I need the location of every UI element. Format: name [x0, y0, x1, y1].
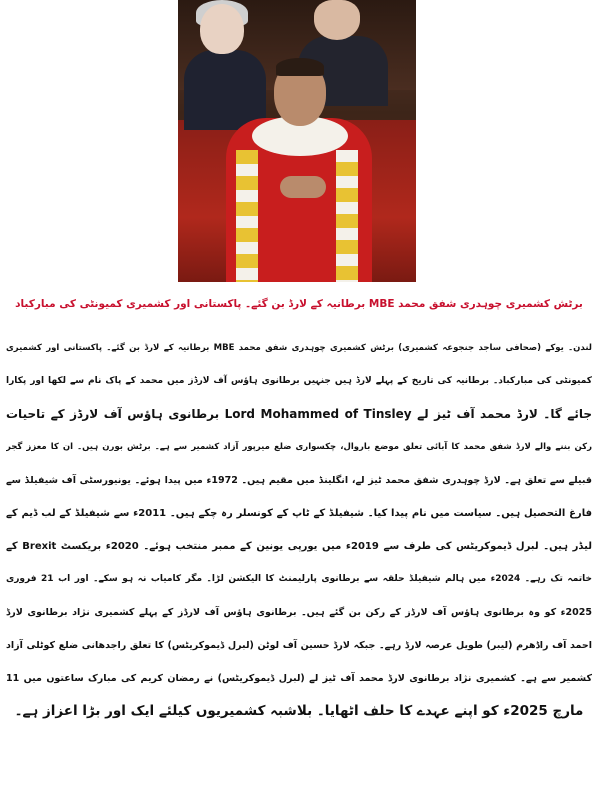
article-line: احمد آف راڈھرم (لیبر) طویل عرصہ لارڈ رہے۔ جبکہ لارڈ حسین آف لوٹن (لبرل ڈیموکریٹس) کا تعلق راجدھانی ضلع کوٹلی آزاد: [6, 640, 592, 651]
article-line: کشمیر سے ہے۔ کشمیری نژاد برطانوی لارڈ محمد آف ٹیز لے (لبرل ڈیموکریٹس) نے رمضان کریم کی مبارک ساعتوں میں 11: [6, 673, 592, 684]
seated-person-left: [184, 50, 266, 130]
article-line: 2025ء کو وہ برطانوی ہاؤس آف لارڈز کے رکن بن گئے ہیں۔ برطانوی ہاؤس آف لارڈز کے پہلے کشمیری نژاد برطانوی لارڈ: [6, 607, 592, 618]
article-line: لیڈر ہیں۔ لبرل ڈیموکریٹس کی طرف سے 2019ء میں یورپی یونین کے ممبر منتخب ہوئے۔ 2020ء بریکسٹ Brexit کے: [6, 541, 592, 552]
seated-person-left-face: [200, 4, 244, 54]
article-line: فارغ التحصیل ہیں۔ سیاست میں نام پیدا کیا۔ شیفیلڈ کے ٹاپ کے کونسلر رہ چکے ہیں۔ 2011ء سے شیفیلڈ کے لب ڈیم کے: [6, 508, 592, 519]
article-line: لندن۔ یوکے (صحافی ساجد جنجوعہ کشمیری) برٹش کشمیری چوہدری شفق محمد MBE برطانیہ کے لارڈ بن گئے۔ پاکستانی اور کشمیری: [6, 343, 592, 353]
lord-hair: [276, 58, 324, 76]
article-line: مارچ 2025ء کو اپنے عہدے کا حلف اٹھایا۔ بلاشبہ کشمیریوں کیلئے ایک اور بڑا اعزاز ہے۔: [14, 703, 584, 719]
robe-stripe-right: [336, 150, 358, 282]
article-line: کمیونٹی کی مبارکباد۔ برطانیہ کی تاریخ کے پہلے لارڈ ہیں جنہیں برطانوی ہاؤس آف لارڈز میں محمد کے پاک نام سے لکھا اور پکارا: [6, 376, 592, 386]
robe-stripe-left: [236, 150, 258, 282]
article-line: خاتمہ تک رہے۔ 2024ء میں ہالم شیفیلڈ حلقہ سے برطانوی پارلیمنٹ کا الیکشن لڑا۔ مگر کامیاب نہ ہو سکے۔ اور اب 21 فروری: [6, 574, 592, 584]
hand-on-book: [280, 176, 326, 198]
article-body: [6, 332, 592, 728]
seated-person-right-face: [314, 0, 360, 40]
article-line: قبیلے سے تعلق ہے۔ لارڈ چوہدری شفق محمد ٹیز لے، انگلینڈ میں مقیم ہیں۔ 1972ء میں پیدا ہوئے۔ یونیورسٹی آف شیفیلڈ سے: [6, 475, 592, 486]
article-line: رکن بننے والے لارڈ شفق محمد کا آبائی تعلق موضع باروال، چکسواری ضلع میرپور آزاد کشمیر سے ہے۔ برٹش بورن ہیں۔ ان کا معزز گجر: [6, 442, 592, 452]
article-line: جائے گا۔ لارڈ محمد آف ٹیز لے Lord Mohammed of Tinsley برطانوی ہاؤس آف لارڈز کے تاحیات: [6, 407, 592, 421]
headline: برٹش کشمیری چوہدری شفق محمد MBE برطانیہ کے لارڈ بن گئے۔ پاکستانی اور کشمیری کمیونٹی کی مبارکباد: [15, 298, 583, 310]
news-photo: [178, 0, 416, 282]
